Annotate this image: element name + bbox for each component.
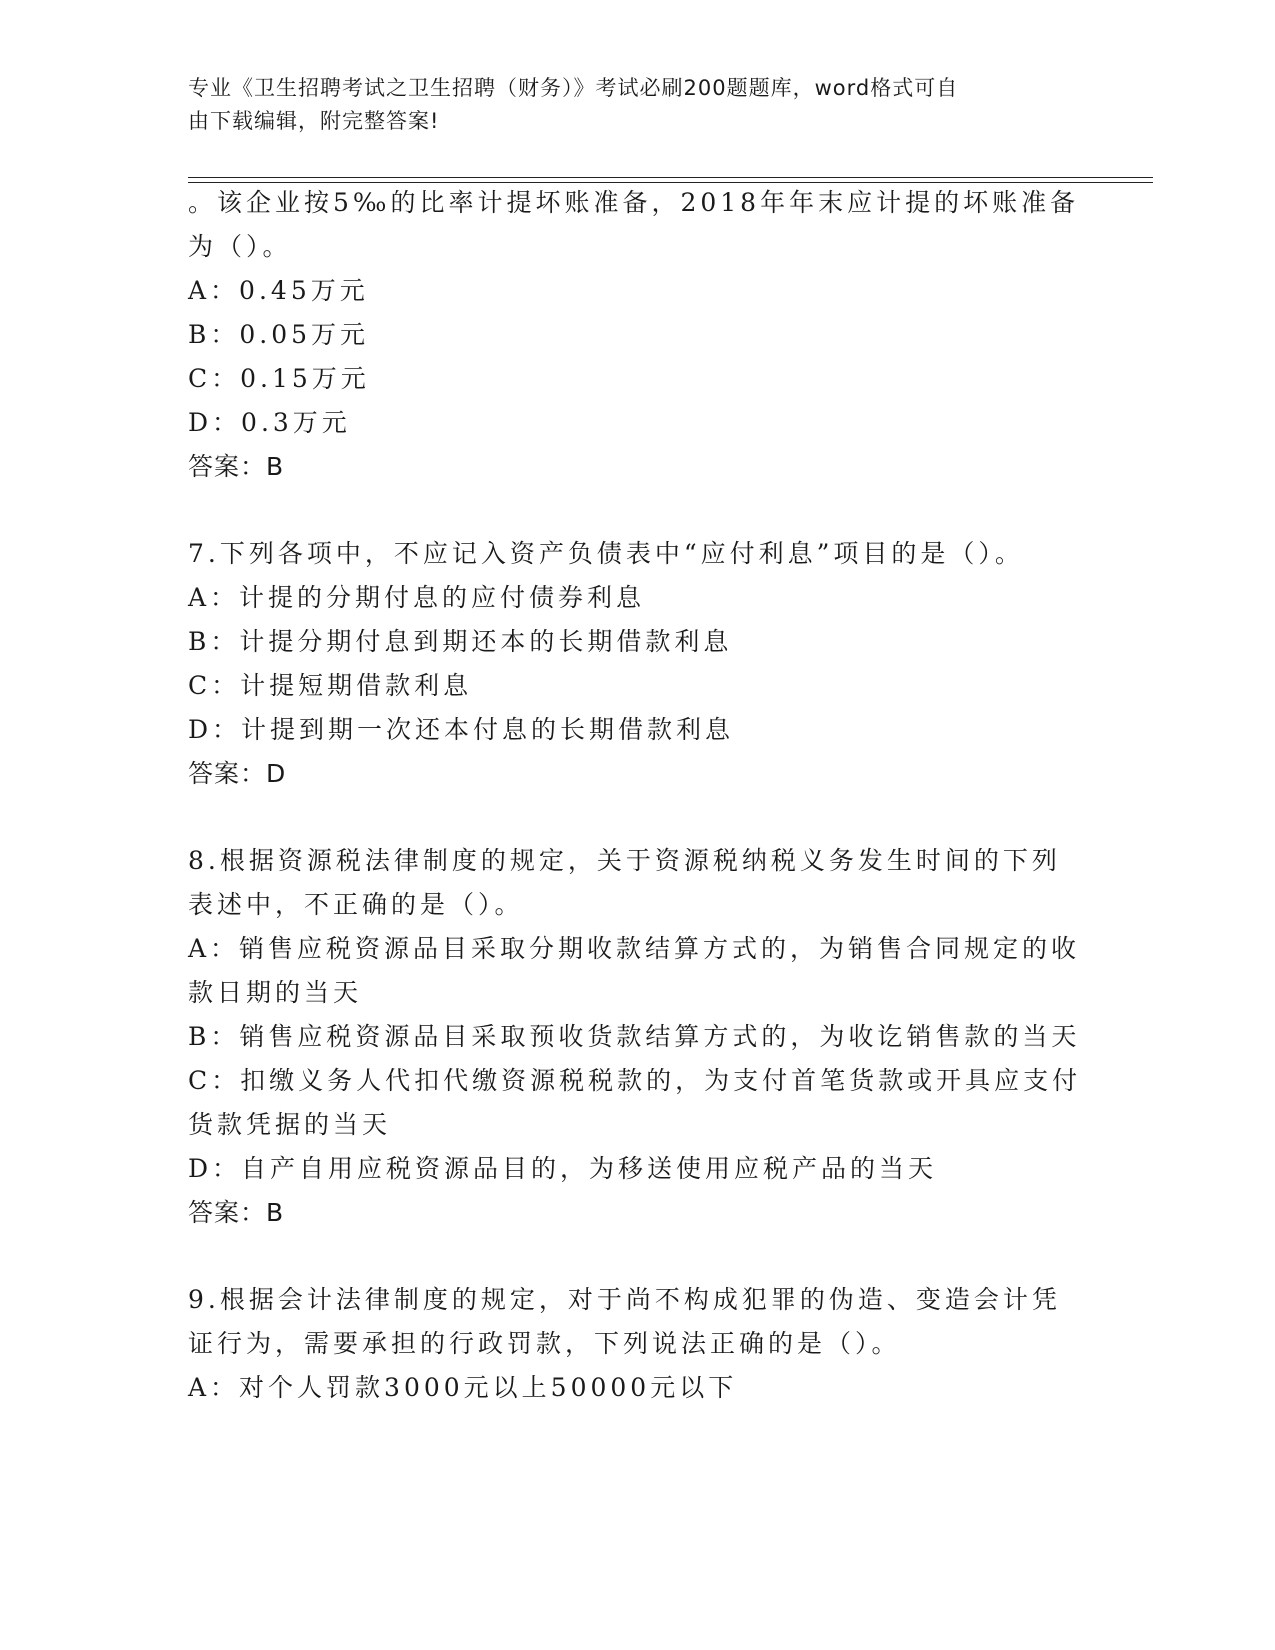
header-line-2: 由下载编辑，附完整答案! — [188, 109, 440, 133]
q7-stem-line-1: 7.下列各项中，不应记入资产负债表中“应付利息”项目的是（）。 — [188, 539, 1024, 568]
document-header — [188, 72, 1068, 138]
q8-option-c-line-1: C：扣缴义务人代扣代缴资源税税款的，为支付首笔货款或开具应支付 — [188, 1066, 1082, 1095]
q6-stem-line-1: 。该企业按5‰的比率计提坏账准备，2018年年末应计提的坏账准备 — [188, 188, 1080, 217]
q7-option-a: A：计提的分期付息的应付债券利息 — [188, 583, 646, 612]
q7-option-d: D：计提到期一次还本付息的长期借款利息 — [188, 715, 735, 744]
q8-option-a-line-1: A：销售应税资源品目采取分期收款结算方式的，为销售合同规定的收 — [188, 934, 1081, 963]
q6-option-d: D：0.3万元 — [188, 408, 351, 437]
q8-option-c-line-2: 货款凭据的当天 — [188, 1110, 392, 1139]
q8-stem-line-2: 表述中，不正确的是（）。 — [188, 890, 524, 919]
q6-option-a: A：0.45万元 — [188, 276, 369, 305]
q6-option-c: C：0.15万元 — [188, 364, 370, 393]
q8-option-b: B：销售应税资源品目采取预收货款结算方式的，为收讫销售款的当天 — [188, 1022, 1081, 1051]
q8-answer: 答案：B — [188, 1198, 285, 1227]
q6-option-b: B：0.05万元 — [188, 320, 370, 349]
q7-option-b: B：计提分期付息到期还本的长期借款利息 — [188, 627, 733, 656]
q9-stem-line-1: 9.根据会计法律制度的规定，对于尚不构成犯罪的伪造、变造会计凭 — [188, 1285, 1061, 1314]
q8-option-a-line-2: 款日期的当天 — [188, 978, 363, 1007]
q6-stem-line-2: 为（）。 — [188, 232, 292, 261]
header-line-1: 专业《卫生招聘考试之卫生招聘（财务）》考试必刷200题题库，word格式可自 — [188, 76, 959, 100]
header-divider-bottom — [188, 182, 1153, 183]
q8-option-d: D：自产自用应税资源品目的，为移送使用应税产品的当天 — [188, 1154, 938, 1183]
q7-option-c: C：计提短期借款利息 — [188, 671, 473, 700]
header-divider-top — [188, 177, 1153, 178]
q6-answer: 答案：B — [188, 452, 285, 481]
q9-option-a: A：对个人罚款3000元以上50000元以下 — [188, 1373, 738, 1402]
q8-stem-line-1: 8.根据资源税法律制度的规定，关于资源税纳税义务发生时间的下列 — [188, 846, 1061, 875]
q9-stem-line-2: 证行为，需要承担的行政罚款，下列说法正确的是（）。 — [188, 1329, 901, 1358]
q7-answer: 答案：D — [188, 759, 287, 788]
